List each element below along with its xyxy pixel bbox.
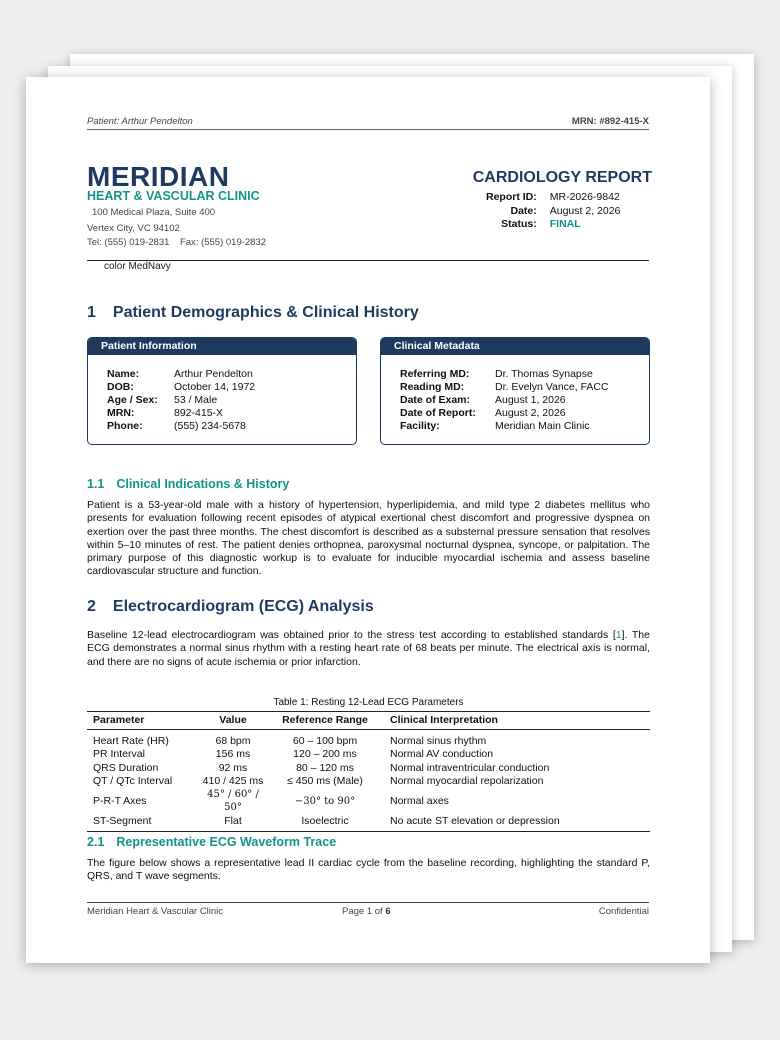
section-1-title: Patient Demographics & Clinical History	[112, 304, 419, 321]
patient-info-label: Phone:	[107, 420, 143, 432]
table-cell: Normal intraventricular conduction	[390, 761, 550, 774]
patient-info-row	[107, 381, 255, 394]
report-date-label: Date:	[510, 204, 537, 217]
clinical-metadata-row	[400, 407, 609, 420]
clinical-metadata-value: August 2, 2026	[495, 407, 566, 419]
patient-info-label: DOB:	[107, 381, 134, 393]
table-cell: QRS Duration	[93, 761, 159, 774]
report-date-value: August 2, 2026	[549, 204, 621, 217]
clinical-metadata-row	[400, 368, 609, 381]
clinical-metadata-value: August 1, 2026	[495, 394, 566, 406]
table-header-cell: Parameter	[87, 712, 200, 730]
subsection-2-1-title: Representative ECG Waveform Trace	[116, 835, 337, 849]
clinic-subtitle: HEART & VASCULAR CLINIC	[87, 189, 260, 203]
clinical-metadata-label: Date of Exam:	[400, 394, 471, 406]
table-cell: Flat	[224, 814, 242, 827]
waveform-paragraph: The figure below shows a representative lead II cardiac cycle from the baseline recording, highlighting the standard P, QRS, and T wave segments.	[87, 857, 650, 883]
patient-info-row	[107, 420, 255, 433]
clinical-metadata-label: Referring MD:	[400, 368, 470, 380]
patient-info-row	[107, 407, 255, 420]
table-header-row	[87, 712, 650, 730]
table-cell: P-R-T Axes	[93, 794, 147, 807]
table-cell: Isoelectric	[301, 814, 349, 827]
patient-info-value: October 14, 1972	[174, 381, 256, 393]
subsection-1-1-title: Clinical Indications & History	[116, 477, 290, 491]
report-status-row	[486, 218, 620, 232]
subsection-1-1-heading	[87, 477, 289, 491]
section-1-heading	[87, 304, 419, 322]
stray-text: color MedNavy	[104, 261, 171, 272]
clinical-metadata-label: Date of Report:	[400, 407, 476, 419]
patient-info-row	[107, 368, 255, 381]
ecg-parameters-table	[87, 711, 650, 832]
footer-page-total: 6	[385, 906, 391, 917]
report-meta	[486, 191, 620, 232]
section-2-number: 2	[87, 598, 96, 615]
table-cell: 120 – 200 ms	[293, 748, 357, 761]
running-header-patient: Patient: Arthur Pendelton	[87, 116, 193, 127]
table-row	[87, 748, 650, 761]
report-id-value: MR-2026-9842	[549, 191, 620, 203]
table-cell: −30° to 90°	[294, 795, 356, 807]
table-cell: Heart Rate (HR)	[93, 735, 169, 747]
table-cell: Normal AV conduction	[390, 748, 494, 761]
report-status-label: Status:	[501, 218, 537, 230]
patient-info-value: 892-415-X	[174, 407, 224, 419]
running-header-rule	[87, 129, 649, 130]
subsection-2-1-heading	[87, 835, 336, 849]
running-header-mrn: MRN: #892-415-X	[571, 116, 649, 127]
patient-info-row	[107, 394, 255, 407]
clinical-metadata-label: Facility:	[400, 420, 440, 432]
footer-page-number	[342, 906, 391, 917]
table-row	[87, 815, 650, 832]
table-cell: 410 / 425 ms	[202, 774, 264, 787]
table-cell: 45° / 60° / 50°	[207, 789, 259, 814]
report-page	[26, 77, 710, 963]
footer-page-prefix: Page 1 of	[342, 906, 383, 917]
patient-info-value: (555) 234-5678	[174, 420, 246, 432]
footer-clinic: Meridian Heart & Vascular Clinic	[87, 906, 224, 917]
subsection-1-1-number: 1.1	[87, 477, 105, 491]
letterhead-rule	[87, 260, 649, 261]
clinic-phones: Tel: (555) 019-2831 Fax: (555) 019-2832	[87, 237, 267, 248]
section-1-number: 1	[87, 304, 96, 321]
report-date-row	[486, 205, 620, 219]
table-cell: 156 ms	[215, 748, 251, 761]
ecg-paragraph-text: Baseline 12-lead electrocardiogram was obtained prior to the stress test according to established standards [	[87, 629, 616, 641]
clinical-metadata-label: Reading MD:	[400, 381, 465, 393]
report-title: CARDIOLOGY REPORT	[472, 169, 652, 186]
clinical-metadata-value: Meridian Main Clinic	[495, 420, 590, 432]
footer-rule	[87, 902, 649, 903]
report-status-value: FINAL	[549, 218, 581, 230]
report-id-row	[486, 191, 620, 205]
table-cell: ST-Segment	[93, 814, 152, 827]
history-paragraph: Patient is a 53-year-old male with a history of hypertension, hyperlipidemia, and mild type 2 diabetes mellitus who presents for evaluation following recent episodes of atypical exertional chest discomfort and progressive dyspnea on exertion over the past three months. The chest discomfort is described as a substernal pressure sensation that resolves within 5–10 minutes of rest. The patient denies orthopnea, paroxysmal nocturnal dyspnea, syncope, or palpitation. The primary purpose of this diagnostic workup is to evaluate for inducible myocardial ischemia and assess baseline cardiovascular structure and function.	[87, 499, 650, 578]
ecg-paragraph-text-end: ]. The ECG demonstrates a normal sinus rhythm with a resting heart rate of 68 beats per minute. The electrical axis is normal, and there are no signs of acute ischemia or prior infarction.	[87, 629, 650, 668]
ecg-paragraph	[87, 629, 650, 669]
patient-info-header: Patient Information	[88, 338, 356, 355]
table-cell: QT / QTc Interval	[93, 774, 173, 787]
patient-info-value: 53 / Male	[174, 394, 218, 406]
table-cell: Normal sinus rhythm	[390, 735, 487, 747]
table-header-cell: Value	[200, 712, 266, 730]
section-2-title: Electrocardiogram (ECG) Analysis	[112, 598, 374, 615]
patient-info-value: Arthur Pendelton	[174, 368, 253, 380]
table-caption: Table 1: Resting 12-Lead ECG Parameters	[273, 697, 464, 708]
table-cell: ≤ 450 ms (Male)	[287, 774, 363, 787]
table-row	[87, 775, 650, 788]
table-header-cell: Reference Range	[266, 712, 384, 730]
clinical-metadata-table	[400, 368, 609, 433]
footer-confidential: Confidential	[598, 906, 649, 917]
clinical-metadata-header: Clinical Metadata	[381, 338, 649, 355]
clinical-metadata-row	[400, 381, 609, 394]
patient-info-box	[87, 337, 357, 445]
section-2-heading	[87, 598, 374, 616]
clinical-metadata-row	[400, 420, 609, 433]
table-cell: 68 bpm	[215, 735, 251, 747]
clinical-metadata-value: Dr. Thomas Synapse	[495, 368, 593, 380]
table-row	[87, 788, 650, 815]
table-cell: No acute ST elevation or depression	[390, 814, 560, 827]
table-cell: 80 – 120 ms	[296, 761, 354, 774]
patient-info-label: MRN:	[107, 407, 135, 419]
table-row	[87, 762, 650, 775]
patient-info-label: Age / Sex:	[107, 394, 158, 406]
table-cell: Normal myocardial repolarization	[390, 774, 544, 787]
table-cell: 60 – 100 bpm	[292, 735, 358, 747]
clinic-name: MERIDIAN	[87, 161, 230, 192]
patient-info-table	[107, 368, 255, 433]
clinical-metadata-box	[380, 337, 650, 445]
table-header-cell: Clinical Interpretation	[384, 712, 650, 730]
report-id-label: Report ID:	[486, 191, 537, 203]
patient-info-label: Name:	[107, 368, 140, 380]
clinical-metadata-row	[400, 394, 609, 407]
subsection-2-1-number: 2.1	[87, 835, 105, 849]
clinical-metadata-value: Dr. Evelyn Vance, FACC	[495, 381, 609, 393]
citation-link[interactable]: 1	[615, 629, 622, 641]
table-cell: Normal axes	[390, 794, 449, 807]
table-row	[87, 730, 650, 749]
clinic-address-line1: 100 Medical Plaza, Suite 400	[92, 207, 216, 218]
table-cell: 92 ms	[218, 761, 248, 774]
table-cell: PR Interval	[93, 748, 145, 761]
clinic-address-line2: Vertex City, VC 94102	[87, 223, 180, 234]
